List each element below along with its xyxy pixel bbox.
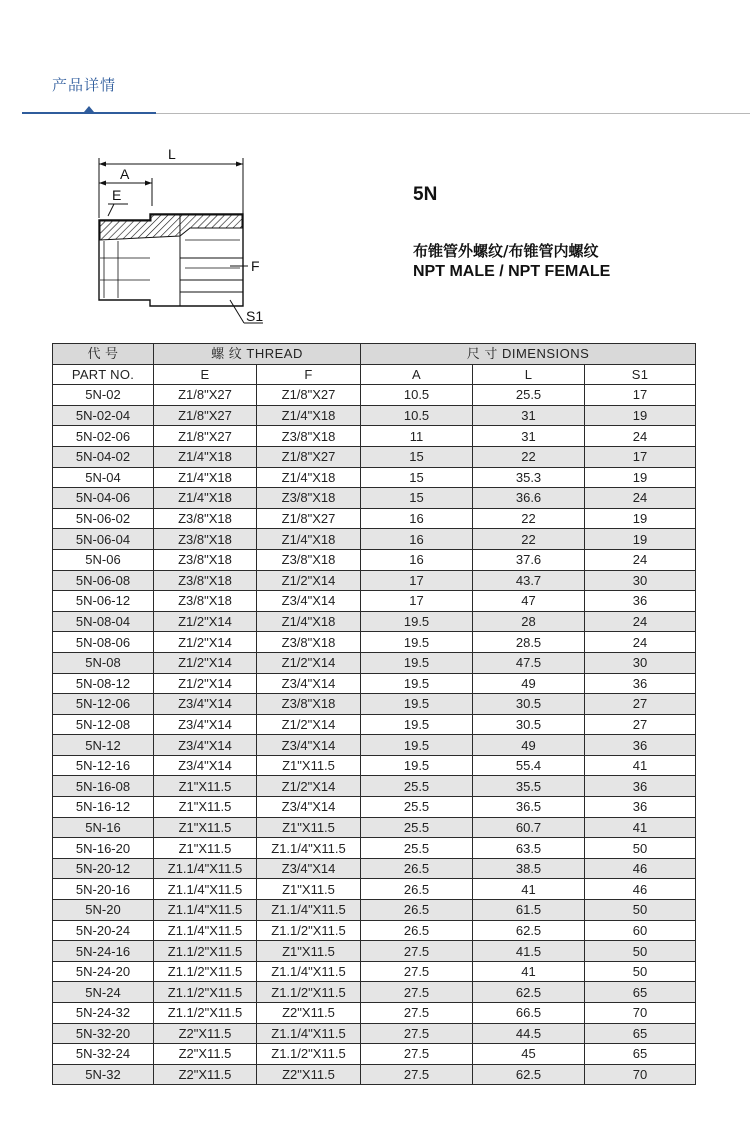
cell-thread-e: Z1"X11.5 — [154, 797, 257, 818]
table-row — [53, 405, 696, 426]
table-row — [53, 879, 696, 900]
cell-thread-f: Z1.1/4"X11.5 — [257, 961, 361, 982]
cell-part-no: 5N-12 — [53, 735, 154, 756]
cell-dim-l: 62.5 — [473, 982, 585, 1003]
table-row — [53, 900, 696, 921]
cell-part-no: 5N-16-20 — [53, 838, 154, 859]
cell-dim-l: 36.6 — [473, 488, 585, 509]
cell-dim-s1: 24 — [585, 611, 696, 632]
table-row — [53, 941, 696, 962]
cell-dim-l: 37.6 — [473, 549, 585, 570]
cell-dim-l: 62.5 — [473, 920, 585, 941]
cell-dim-l: 22 — [473, 529, 585, 550]
cell-thread-f: Z3/4"X14 — [257, 797, 361, 818]
product-name-cn: 布锥管外螺纹/布锥管内螺纹 — [413, 242, 599, 260]
cell-dim-l: 62.5 — [473, 1064, 585, 1085]
cell-dim-s1: 24 — [585, 632, 696, 653]
cell-dim-s1: 17 — [585, 385, 696, 406]
header-thread: 螺 纹 THREAD — [154, 344, 361, 365]
cell-thread-f: Z3/4"X14 — [257, 591, 361, 612]
cell-part-no: 5N-04-02 — [53, 446, 154, 467]
cell-thread-e: Z3/4"X14 — [154, 755, 257, 776]
cell-thread-e: Z1/2"X14 — [154, 611, 257, 632]
cell-part-no: 5N-20 — [53, 900, 154, 921]
table-row — [53, 776, 696, 797]
section-title: 产品详情 — [52, 76, 117, 94]
table-row — [53, 652, 696, 673]
cell-thread-e: Z3/4"X14 — [154, 735, 257, 756]
cell-part-no: 5N-24 — [53, 982, 154, 1003]
table-row — [53, 426, 696, 447]
table-row — [53, 735, 696, 756]
cell-thread-e: Z1/2"X14 — [154, 632, 257, 653]
cell-thread-f: Z1/2"X14 — [257, 652, 361, 673]
table-row — [53, 611, 696, 632]
table-row — [53, 549, 696, 570]
cell-dim-s1: 19 — [585, 405, 696, 426]
cell-dim-l: 22 — [473, 508, 585, 529]
cell-dim-s1: 50 — [585, 961, 696, 982]
cell-dim-s1: 36 — [585, 776, 696, 797]
cell-part-no: 5N-02 — [53, 385, 154, 406]
spec-table-body — [53, 385, 696, 1085]
cell-dim-a: 16 — [361, 508, 473, 529]
cell-dim-a: 19.5 — [361, 714, 473, 735]
cell-dim-a: 27.5 — [361, 1003, 473, 1024]
drawing-label-E: E — [112, 187, 122, 203]
cell-thread-e: Z1/2"X14 — [154, 673, 257, 694]
table-row — [53, 591, 696, 612]
cell-part-no: 5N-02-04 — [53, 405, 154, 426]
table-row — [53, 838, 696, 859]
cell-dim-l: 28 — [473, 611, 585, 632]
cell-thread-f: Z2"X11.5 — [257, 1003, 361, 1024]
cell-part-no: 5N-32-20 — [53, 1023, 154, 1044]
table-row — [53, 488, 696, 509]
cell-part-no: 5N-06-08 — [53, 570, 154, 591]
table-row — [53, 982, 696, 1003]
cell-part-no: 5N-32-24 — [53, 1044, 154, 1065]
cell-dim-l: 41 — [473, 961, 585, 982]
cell-thread-f: Z3/8"X18 — [257, 549, 361, 570]
cell-thread-f: Z3/4"X14 — [257, 735, 361, 756]
cell-thread-e: Z1.1/4"X11.5 — [154, 920, 257, 941]
cell-dim-a: 11 — [361, 426, 473, 447]
cell-dim-a: 15 — [361, 467, 473, 488]
cell-dim-l: 31 — [473, 405, 585, 426]
cell-dim-a: 25.5 — [361, 776, 473, 797]
cell-dim-a: 16 — [361, 549, 473, 570]
cell-part-no: 5N-12-08 — [53, 714, 154, 735]
cell-thread-e: Z1/4"X18 — [154, 467, 257, 488]
cell-thread-e: Z1"X11.5 — [154, 817, 257, 838]
cell-dim-s1: 46 — [585, 858, 696, 879]
cell-dim-a: 19.5 — [361, 632, 473, 653]
cell-part-no: 5N-08-12 — [53, 673, 154, 694]
cell-part-no: 5N-04-06 — [53, 488, 154, 509]
cell-thread-e: Z3/8"X18 — [154, 529, 257, 550]
cell-part-no: 5N-20-24 — [53, 920, 154, 941]
cell-part-no: 5N-04 — [53, 467, 154, 488]
cell-dim-s1: 19 — [585, 467, 696, 488]
cell-thread-f: Z1/8"X27 — [257, 508, 361, 529]
cell-thread-e: Z1.1/4"X11.5 — [154, 858, 257, 879]
cell-thread-e: Z3/4"X14 — [154, 694, 257, 715]
cell-thread-e: Z1.1/4"X11.5 — [154, 879, 257, 900]
cell-thread-e: Z1/4"X18 — [154, 446, 257, 467]
cell-thread-e: Z1/4"X18 — [154, 488, 257, 509]
section-caret-icon — [84, 106, 94, 112]
cell-dim-l: 35.5 — [473, 776, 585, 797]
cell-dim-a: 19.5 — [361, 735, 473, 756]
cell-thread-f: Z3/4"X14 — [257, 858, 361, 879]
cell-dim-a: 26.5 — [361, 920, 473, 941]
table-row — [53, 961, 696, 982]
cell-dim-s1: 50 — [585, 941, 696, 962]
cell-dim-l: 66.5 — [473, 1003, 585, 1024]
table-row — [53, 385, 696, 406]
cell-thread-e: Z1/2"X14 — [154, 652, 257, 673]
cell-dim-a: 10.5 — [361, 385, 473, 406]
cell-dim-a: 25.5 — [361, 797, 473, 818]
cell-thread-f: Z1"X11.5 — [257, 817, 361, 838]
table-row — [53, 1064, 696, 1085]
drawing-label-S1: S1 — [246, 308, 264, 324]
cell-thread-e: Z3/8"X18 — [154, 570, 257, 591]
cell-dim-s1: 36 — [585, 797, 696, 818]
cell-dim-a: 25.5 — [361, 838, 473, 859]
table-row — [53, 858, 696, 879]
cell-dim-s1: 50 — [585, 838, 696, 859]
cell-dim-l: 41.5 — [473, 941, 585, 962]
product-name-en: NPT MALE / NPT FEMALE — [413, 263, 611, 280]
cell-thread-e: Z1"X11.5 — [154, 838, 257, 859]
table-row — [53, 508, 696, 529]
cell-part-no: 5N-08-04 — [53, 611, 154, 632]
cell-thread-e: Z2"X11.5 — [154, 1044, 257, 1065]
table-row — [53, 529, 696, 550]
cell-dim-l: 35.3 — [473, 467, 585, 488]
cell-dim-l: 41 — [473, 879, 585, 900]
cell-dim-s1: 60 — [585, 920, 696, 941]
cell-dim-a: 19.5 — [361, 652, 473, 673]
cell-part-no: 5N-02-06 — [53, 426, 154, 447]
cell-dim-s1: 36 — [585, 591, 696, 612]
cell-part-no: 5N-08 — [53, 652, 154, 673]
cell-part-no: 5N-20-12 — [53, 858, 154, 879]
cell-dim-a: 27.5 — [361, 941, 473, 962]
cell-dim-l: 31 — [473, 426, 585, 447]
cell-thread-f: Z1.1/4"X11.5 — [257, 900, 361, 921]
cell-dim-a: 19.5 — [361, 673, 473, 694]
cell-thread-e: Z2"X11.5 — [154, 1023, 257, 1044]
table-row — [53, 1023, 696, 1044]
cell-dim-l: 28.5 — [473, 632, 585, 653]
cell-thread-f: Z3/8"X18 — [257, 632, 361, 653]
cell-thread-e: Z1.1/2"X11.5 — [154, 961, 257, 982]
table-row — [53, 632, 696, 653]
cell-part-no: 5N-16-08 — [53, 776, 154, 797]
cell-thread-f: Z1"X11.5 — [257, 941, 361, 962]
cell-part-no: 5N-16-12 — [53, 797, 154, 818]
table-row — [53, 797, 696, 818]
header-e: E — [154, 364, 257, 385]
cell-dim-s1: 70 — [585, 1003, 696, 1024]
cell-thread-e: Z3/8"X18 — [154, 591, 257, 612]
header-dimensions: 尺 寸 DIMENSIONS — [361, 344, 696, 365]
cell-dim-l: 36.5 — [473, 797, 585, 818]
section-accent-bar — [22, 112, 156, 114]
cell-thread-f: Z1"X11.5 — [257, 755, 361, 776]
cell-dim-a: 26.5 — [361, 879, 473, 900]
cell-part-no: 5N-32 — [53, 1064, 154, 1085]
cell-dim-l: 55.4 — [473, 755, 585, 776]
cell-dim-a: 26.5 — [361, 900, 473, 921]
cell-dim-l: 44.5 — [473, 1023, 585, 1044]
cell-dim-l: 30.5 — [473, 714, 585, 735]
cell-dim-l: 47 — [473, 591, 585, 612]
cell-dim-s1: 27 — [585, 694, 696, 715]
cell-thread-f: Z1.1/2"X11.5 — [257, 982, 361, 1003]
table-row — [53, 467, 696, 488]
cell-thread-f: Z1.1/2"X11.5 — [257, 1044, 361, 1065]
product-model: 5N — [413, 184, 438, 205]
cell-dim-a: 26.5 — [361, 858, 473, 879]
cell-dim-l: 63.5 — [473, 838, 585, 859]
cell-dim-l: 49 — [473, 673, 585, 694]
cell-thread-e: Z1.1/2"X11.5 — [154, 982, 257, 1003]
header-s1: S1 — [585, 364, 696, 385]
spec-table — [52, 343, 696, 1085]
cell-dim-s1: 36 — [585, 735, 696, 756]
cell-dim-s1: 24 — [585, 426, 696, 447]
cell-dim-a: 19.5 — [361, 611, 473, 632]
cell-thread-f: Z3/8"X18 — [257, 488, 361, 509]
cell-dim-a: 25.5 — [361, 817, 473, 838]
cell-part-no: 5N-24-16 — [53, 941, 154, 962]
cell-thread-f: Z1/2"X14 — [257, 776, 361, 797]
cell-thread-e: Z3/8"X18 — [154, 549, 257, 570]
cell-dim-s1: 30 — [585, 652, 696, 673]
table-row — [53, 694, 696, 715]
cell-thread-e: Z1.1/2"X11.5 — [154, 1003, 257, 1024]
cell-thread-f: Z3/4"X14 — [257, 673, 361, 694]
cell-thread-e: Z1/8"X27 — [154, 426, 257, 447]
cell-dim-l: 47.5 — [473, 652, 585, 673]
cell-thread-f: Z1/4"X18 — [257, 467, 361, 488]
cell-dim-a: 19.5 — [361, 755, 473, 776]
cell-dim-s1: 65 — [585, 1023, 696, 1044]
cell-part-no: 5N-06-02 — [53, 508, 154, 529]
cell-dim-s1: 24 — [585, 549, 696, 570]
cell-dim-s1: 24 — [585, 488, 696, 509]
cell-part-no: 5N-12-06 — [53, 694, 154, 715]
table-row — [53, 714, 696, 735]
header-part-en: PART NO. — [53, 364, 154, 385]
cell-thread-f: Z1/2"X14 — [257, 714, 361, 735]
cell-dim-s1: 19 — [585, 508, 696, 529]
cell-thread-e: Z3/4"X14 — [154, 714, 257, 735]
cell-dim-s1: 70 — [585, 1064, 696, 1085]
cell-dim-a: 17 — [361, 591, 473, 612]
cell-dim-l: 22 — [473, 446, 585, 467]
cell-thread-f: Z1.1/4"X11.5 — [257, 838, 361, 859]
cell-dim-a: 15 — [361, 488, 473, 509]
cell-thread-f: Z1/4"X18 — [257, 611, 361, 632]
cell-dim-s1: 65 — [585, 1044, 696, 1065]
table-row — [53, 920, 696, 941]
cell-part-no: 5N-24-32 — [53, 1003, 154, 1024]
cell-thread-f: Z1/4"X18 — [257, 405, 361, 426]
cell-dim-s1: 30 — [585, 570, 696, 591]
fitting-drawing — [80, 140, 280, 335]
cell-part-no: 5N-20-16 — [53, 879, 154, 900]
cell-dim-l: 45 — [473, 1044, 585, 1065]
cell-thread-f: Z2"X11.5 — [257, 1064, 361, 1085]
table-row — [53, 817, 696, 838]
cell-dim-a: 27.5 — [361, 982, 473, 1003]
cell-thread-e: Z3/8"X18 — [154, 508, 257, 529]
cell-dim-s1: 50 — [585, 900, 696, 921]
table-row — [53, 755, 696, 776]
table-row — [53, 1044, 696, 1065]
cell-dim-s1: 46 — [585, 879, 696, 900]
table-row — [53, 570, 696, 591]
cell-dim-a: 27.5 — [361, 1023, 473, 1044]
cell-dim-l: 49 — [473, 735, 585, 756]
drawing-label-L: L — [168, 146, 176, 162]
drawing-label-F: F — [251, 258, 260, 274]
cell-part-no: 5N-06-12 — [53, 591, 154, 612]
cell-dim-a: 15 — [361, 446, 473, 467]
cell-dim-s1: 17 — [585, 446, 696, 467]
cell-dim-s1: 27 — [585, 714, 696, 735]
cell-part-no: 5N-06 — [53, 549, 154, 570]
header-l: L — [473, 364, 585, 385]
cell-dim-l: 60.7 — [473, 817, 585, 838]
cell-dim-a: 27.5 — [361, 1044, 473, 1065]
cell-dim-s1: 41 — [585, 755, 696, 776]
table-row — [53, 673, 696, 694]
cell-dim-l: 61.5 — [473, 900, 585, 921]
cell-dim-l: 30.5 — [473, 694, 585, 715]
cell-thread-e: Z1.1/4"X11.5 — [154, 900, 257, 921]
cell-dim-a: 17 — [361, 570, 473, 591]
cell-dim-a: 16 — [361, 529, 473, 550]
cell-thread-f: Z1/8"X27 — [257, 385, 361, 406]
cell-part-no: 5N-12-16 — [53, 755, 154, 776]
cell-part-no: 5N-16 — [53, 817, 154, 838]
header-f: F — [257, 364, 361, 385]
cell-thread-f: Z3/8"X18 — [257, 426, 361, 447]
table-row — [53, 1003, 696, 1024]
table-row — [53, 446, 696, 467]
cell-thread-e: Z1"X11.5 — [154, 776, 257, 797]
cell-thread-f: Z1/8"X27 — [257, 446, 361, 467]
cell-dim-s1: 41 — [585, 817, 696, 838]
header-part-cn: 代 号 — [53, 344, 154, 365]
header-a: A — [361, 364, 473, 385]
cell-thread-f: Z1/4"X18 — [257, 529, 361, 550]
cell-dim-a: 19.5 — [361, 694, 473, 715]
cell-dim-l: 38.5 — [473, 858, 585, 879]
cell-thread-f: Z1.1/2"X11.5 — [257, 920, 361, 941]
cell-thread-e: Z2"X11.5 — [154, 1064, 257, 1085]
cell-thread-f: Z1/2"X14 — [257, 570, 361, 591]
cell-dim-s1: 19 — [585, 529, 696, 550]
cell-thread-f: Z1.1/4"X11.5 — [257, 1023, 361, 1044]
cell-dim-a: 27.5 — [361, 961, 473, 982]
cell-thread-f: Z1"X11.5 — [257, 879, 361, 900]
cell-thread-f: Z3/8"X18 — [257, 694, 361, 715]
cell-part-no: 5N-06-04 — [53, 529, 154, 550]
cell-thread-e: Z1/8"X27 — [154, 385, 257, 406]
cell-dim-l: 43.7 — [473, 570, 585, 591]
cell-thread-e: Z1/8"X27 — [154, 405, 257, 426]
cell-thread-e: Z1.1/2"X11.5 — [154, 941, 257, 962]
cell-dim-a: 27.5 — [361, 1064, 473, 1085]
cell-dim-a: 10.5 — [361, 405, 473, 426]
drawing-label-A: A — [120, 166, 130, 182]
cell-part-no: 5N-08-06 — [53, 632, 154, 653]
cell-dim-l: 25.5 — [473, 385, 585, 406]
cell-dim-s1: 36 — [585, 673, 696, 694]
cell-dim-s1: 65 — [585, 982, 696, 1003]
cell-part-no: 5N-24-20 — [53, 961, 154, 982]
